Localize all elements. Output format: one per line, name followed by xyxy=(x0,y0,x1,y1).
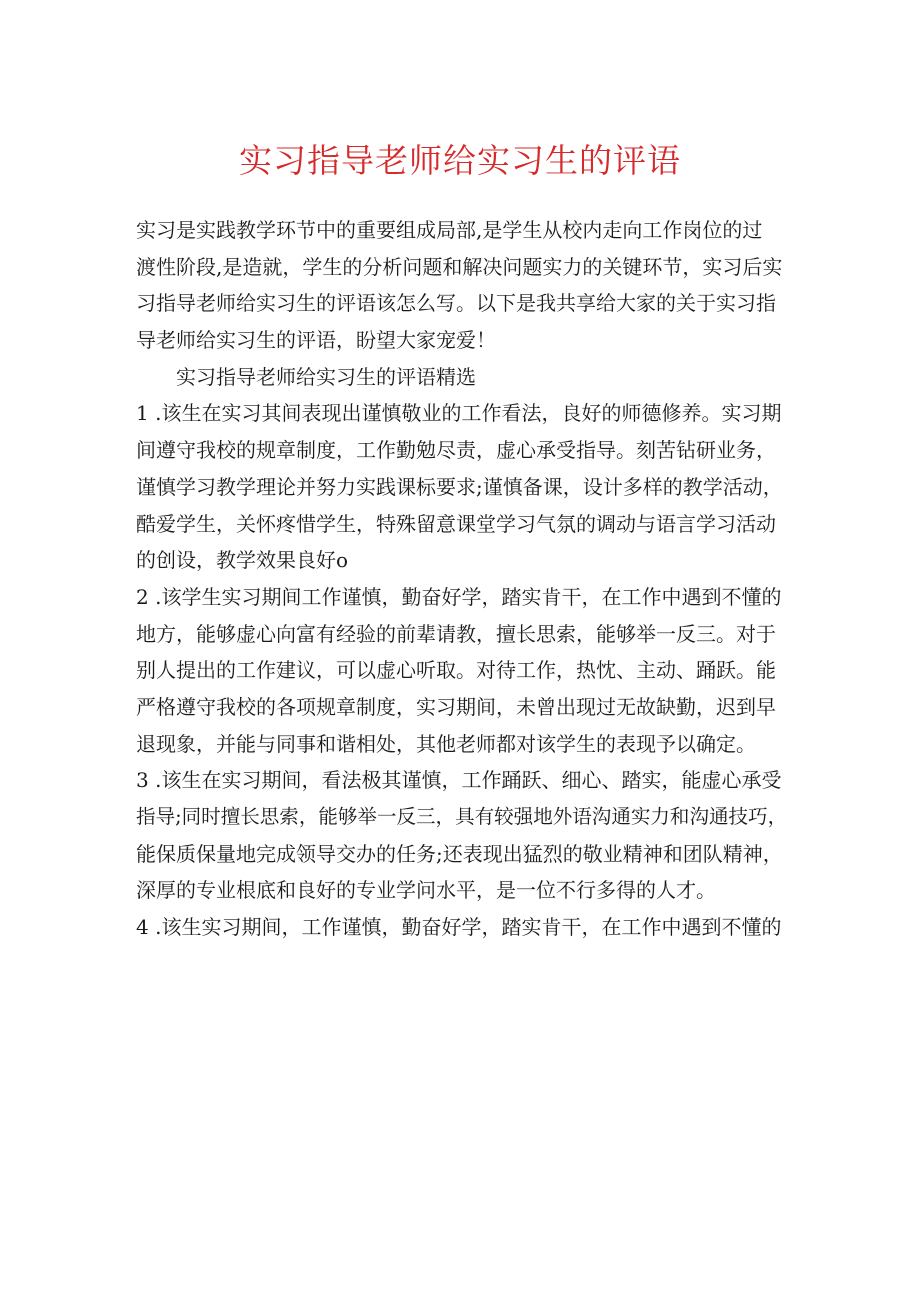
text-line: 导老师给实习生的评语，盼望大家宠爱！ xyxy=(136,328,496,353)
text-line: 实习是实践教学环节中的重要组成局部,是学生从校内走向工作岗位的过 xyxy=(136,218,763,242)
document-title: 实习指导老师给实习生的评语 xyxy=(239,141,681,180)
text-line: 的创设，教学效果良好o xyxy=(136,548,349,573)
text-line: 3 .该生在实习期间，看法极其谨慎，工作踊跃、细心、踏实，能虚心承受 xyxy=(136,768,782,793)
text-line: 退现象，并能与同事和谐相处，其他老师都对该学生的表现予以确定。 xyxy=(136,731,756,756)
text-line: 深厚的专业根底和良好的专业学问水平，是一位不行多得的人才。 xyxy=(136,878,716,903)
text-line: 间遵守我校的规章制度，工作勤勉尽责，虚心承受指导。刻苦钻研业务， xyxy=(136,438,776,463)
text-line: 习指导老师给实习生的评语该怎么写。以下是我共享给大家的关于实习指 xyxy=(136,291,776,316)
text-line: 严格遵守我校的各项规章制度，实习期间，未曾出现过无故缺勤，迟到早 xyxy=(136,694,776,719)
section-heading: 实习指导老师给实习生的评语精选 xyxy=(176,364,476,389)
text-line: 地方，能够虚心向富有经验的前辈请教，擅长思索，能够举一反三。对于 xyxy=(136,621,776,646)
text-line: 别人提出的工作建议，可以虚心听取。对待工作，热忱、主动、踊跃。能 xyxy=(136,658,776,683)
text-line: 2 .该学生实习期间工作谨慎，勤奋好学，踏实肯干，在工作中遇到不懂的 xyxy=(136,584,782,609)
text-line: 指导;同时擅长思索，能够举一反三，具有较强地外语沟通实力和沟通技巧， xyxy=(136,805,788,828)
text-line: 渡性阶段,是造就，学生的分析问题和解决问题实力的关键环节，实习后实 xyxy=(136,254,783,279)
text-line: 能保质保量地完成领导交办的任务;还表现出猛烈的敬业精神和团队精神， xyxy=(136,841,783,866)
text-line: 1 .该生在实习其间表现出谨慎敬业的工作看法，良好的师德修养。实习期 xyxy=(136,401,782,426)
text-line: 酷爱学生，关怀疼惜学生，特殊留意课堂学习气氛的调动与语言学习活动 xyxy=(136,511,776,536)
text-line: 谨慎学习教学理论并努力实践课标要求;谨慎备课，设计多样的教学活动， xyxy=(136,474,783,499)
document-body xyxy=(136,212,788,946)
text-line: 4 .该生实习期间，工作谨慎，勤奋好学，踏实肯干，在工作中遇到不懂的 xyxy=(136,915,782,940)
